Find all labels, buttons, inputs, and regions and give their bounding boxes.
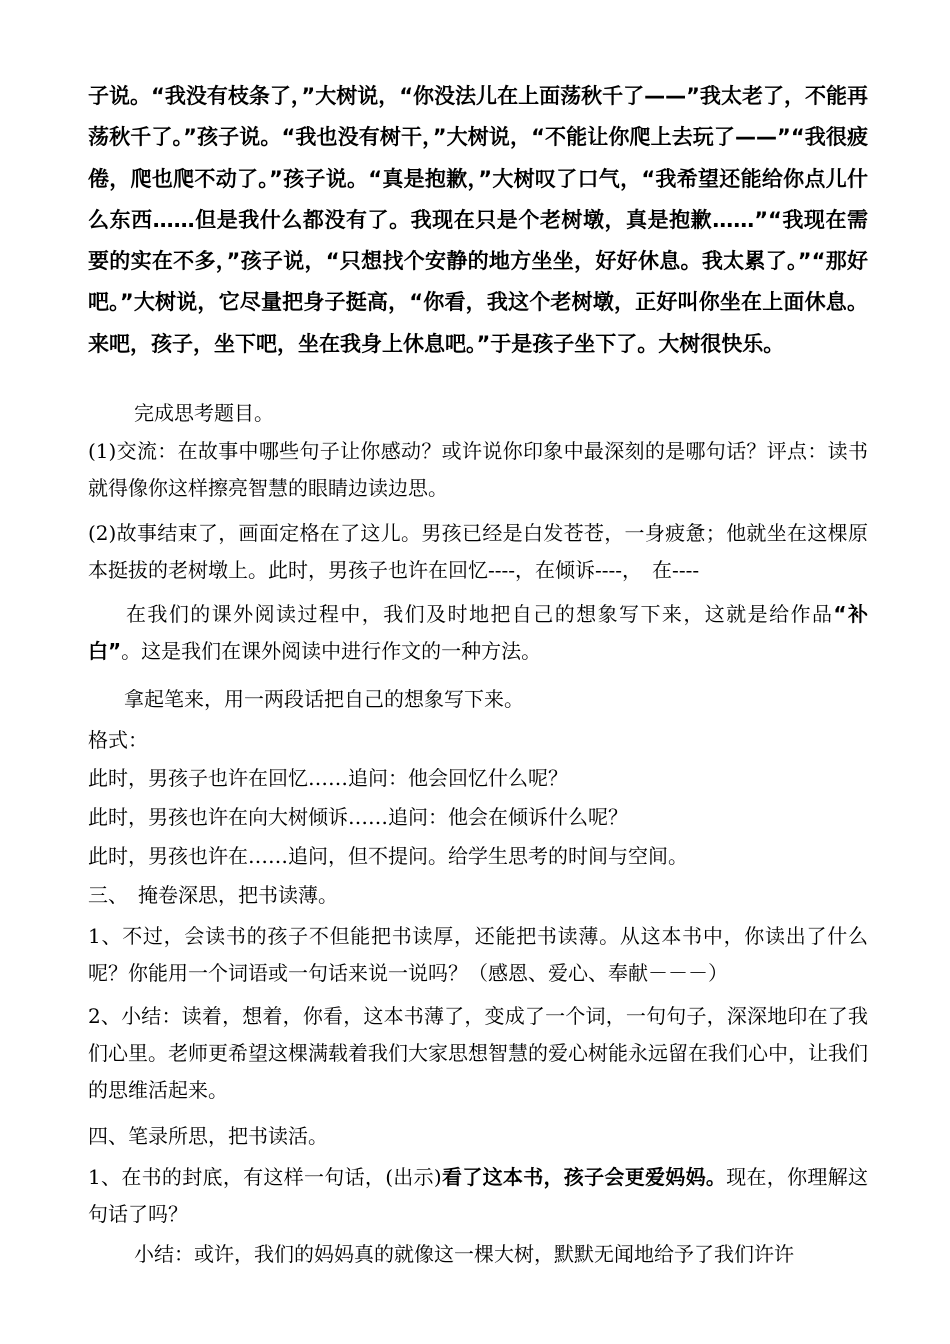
buchong-text-post: 。这是我们在课外阅读中进行作文的一种方法。 <box>121 639 542 663</box>
pen-instruction: 拿起笔来，用一两段话把自己的想象写下来。 <box>124 687 524 711</box>
question-1: (1)交流：在故事中哪些句子让你感动？或许说你印象中最深刻的是哪句话？评点：读书就得像你这样擦亮智慧的眼睛边读边思。 <box>88 439 868 500</box>
buchong-term: “补白” <box>88 602 868 663</box>
format-line-3: 此时，男孩也许在……追问，但不提问。给学生思考的时间与空间。 <box>88 844 688 868</box>
section-4-item-1 <box>88 1159 868 1233</box>
section-3-item-2: 2、小结：读着，想着，你看，这本书薄了，变成了一个词，一句句子，深深地印在了我们心里。老师更希望这棵满载着我们大家思想智慧的爱心树能永远留在我们心中，让我们的思维活起来。 <box>88 1004 868 1102</box>
s4-item1-post: 现在，你理解这句话了吗？ <box>88 1165 868 1226</box>
format-line-2: 此时，男孩也许在向大树倾诉……追问：他会在倾诉什么呢？ <box>88 805 628 829</box>
task-intro: 完成思考题目。 <box>134 401 274 425</box>
format-line-1: 此时，男孩子也许在回忆……追问：他会回忆什么呢？ <box>88 766 568 790</box>
format-label: 格式： <box>88 728 148 752</box>
buchong-paragraph <box>88 596 868 670</box>
s4-item1-bold: 看了这本书，孩子会更爱妈妈。 <box>441 1165 727 1189</box>
section-3-heading: 三、 掩卷深思，把书读薄。 <box>88 883 338 907</box>
buchong-text-pre: 在我们的课外阅读过程中，我们及时地把自己的想象写下来，这就是给作品 <box>126 602 834 626</box>
question-2: (2)故事结束了，画面定格在了这儿。男孩已经是白发苍苍，一身疲惫；他就坐在这棵原本挺拔的老树墩上。此时，男孩子也许在回忆----，在倾诉----， 在---- <box>88 521 868 582</box>
section-3-item-1: 1、不过，会读书的孩子不但能把书读厚，还能把书读薄。从这本书中，你读出了什么呢？你能用一个词语或一句话来说一说吗？（感恩、爱心、奉献－－－） <box>88 924 868 985</box>
section-4-heading: 四、笔录所思，把书读活。 <box>88 1124 328 1148</box>
summary-paragraph: 小结：或许，我们的妈妈真的就像这一棵大树，默默无闻地给予了我们许许 <box>134 1242 794 1266</box>
s4-item1-pre: 1、在书的封底，有这样一句话，(出示) <box>88 1165 442 1189</box>
story-excerpt-bold: 子说。“我没有枝条了，”大树说，“你没法儿在上面荡秋千了——”我太老了，不能再荡秋千了。”孩子说。“我也没有树干，”大树说，“不能让你爬上去玩了——”“我很疲倦，爬也爬不动了。”孩子说。“真是抱歉，”大树叹了口气，“我希望还能给你点儿什么东西……但是我什么都没有了。我现在只是个老树墩，真是抱歉……”“我现在需要的实在不多，”孩子说，“只想找个安静的地方坐坐，好好休息。我太累了。”“那好吧。”大树说，它尽量把身子挺高，“你看，我这个老树墩，正好叫你坐在上面休息。来吧，孩子，坐下吧，坐在我身上休息吧。”于是孩子坐下了。大树很快乐。 <box>88 84 868 356</box>
